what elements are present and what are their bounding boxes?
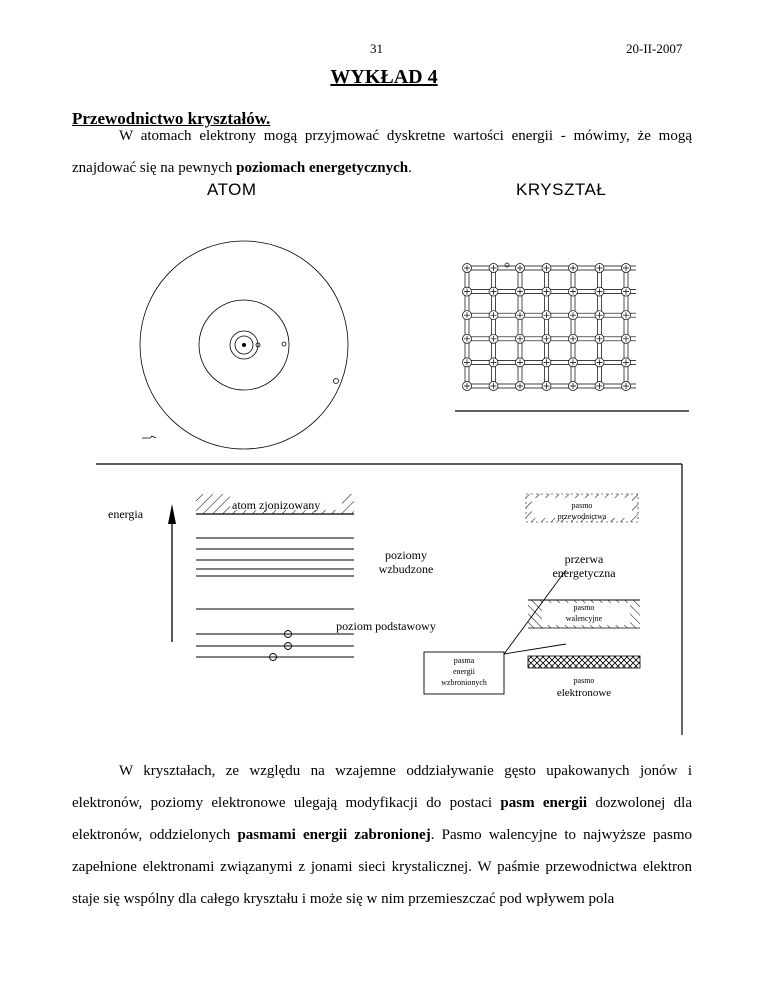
crystal-label: KRYSZTAŁ	[516, 180, 607, 199]
ionized-label: atom zjonizowany	[232, 498, 321, 512]
lecture-title: WYKŁAD 4	[330, 66, 438, 88]
intro-line-1: W atomach elektrony mogą przyjmować dyskretne wartości energii - mówimy, że mogą	[119, 128, 692, 144]
bold-term: poziomach energetycznych	[236, 160, 409, 176]
body-line-5: staje się wspólny dla całego kryształu i może się w nim przemieszczać pod wpływem pola	[72, 891, 615, 907]
svg-text:pasma: pasma	[453, 656, 475, 665]
energy-diagram	[96, 462, 686, 737]
body-line-4: zapełnione elektronami związanymi z jonami sieci krystalicznej. W paśmie przewodnictwa elektron	[72, 859, 692, 875]
svg-text:elektronowe: elektronowe	[556, 687, 612, 699]
ground-label: poziom podstawowy	[336, 619, 436, 633]
free-electron	[505, 263, 509, 267]
energy-axis-label: energia	[108, 507, 144, 521]
svg-text:poziomy: poziomy	[385, 548, 427, 562]
intro-line-2: znajdować się na pewnych poziomach energetycznych.	[72, 160, 412, 176]
body-line-3: elektronów, oddzielonych pasmami energii zabronionej. Pasmo walencyjne to najwyższe pasmo	[72, 827, 692, 843]
svg-text:pasmo: pasmo	[571, 501, 593, 510]
electron	[282, 342, 286, 346]
nucleus	[242, 343, 246, 347]
svg-text:pasmo: pasmo	[573, 603, 595, 612]
svg-text:wzbronionych: wzbronionych	[441, 678, 487, 687]
svg-text:przewodnictwa: przewodnictwa	[557, 512, 607, 521]
electron	[334, 379, 339, 384]
svg-text:pasmo: pasmo	[573, 676, 595, 685]
svg-text:przerwa: przerwa	[564, 552, 604, 566]
svg-text:energetyczna: energetyczna	[552, 566, 616, 580]
svg-text:wzbudzone: wzbudzone	[378, 562, 434, 576]
page-number: 31	[370, 41, 383, 56]
svg-text:energii: energii	[452, 667, 476, 676]
header-date: 20-II-2007	[626, 41, 683, 56]
body-line-1: W kryształach, ze względu na wzajemne oddziaływanie gęsto upakowanych jonów i	[119, 763, 692, 779]
crystal-lattice	[455, 257, 695, 417]
body-line-2: elektronów, poziomy elektronowe ulegają modyfikacji do postaci pasm energii dozwolonej dla	[72, 795, 692, 811]
atom-diagram	[130, 240, 370, 450]
section-heading: Przewodnictwo kryształów.	[72, 109, 271, 128]
svg-text:walencyjne: walencyjne	[565, 614, 603, 623]
atom-label: ATOM	[207, 180, 257, 199]
